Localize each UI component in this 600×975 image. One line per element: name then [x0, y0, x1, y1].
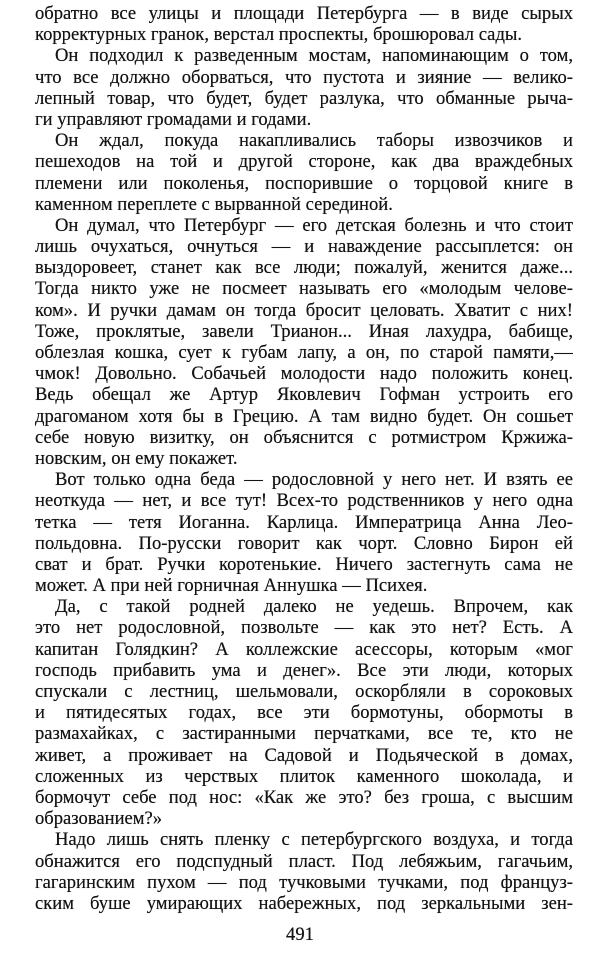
- book-page-text: [35, 3, 573, 914]
- text-line: Вот только одна беда — родословной у него нет. И взять ее: [55, 469, 573, 491]
- text-line: тетка — тетя Иоганна. Карлица. Императрица Анна Лео-: [35, 511, 573, 533]
- text-line: что все должно оборваться, что пустота и зияние — велико-: [35, 66, 573, 88]
- text-line: чмок! Довольно. Собачьей молодости надо положить конец.: [35, 363, 573, 385]
- paragraph: [35, 469, 573, 596]
- text-line: сложенных из черствых плиток каменного шоколада, и: [35, 765, 573, 787]
- text-line: господь прибавить ума и денег». Все эти люди, которых: [35, 659, 573, 681]
- text-line: себе новую визитку, он объяснится с ротмистром Кржижа-: [35, 426, 573, 448]
- text-line: обнажится его подспудный пласт. Под лебяжьим, гагачьим,: [35, 850, 573, 872]
- text-line: Он думал, что Петербург — его детская болезнь и что стоит: [55, 214, 573, 236]
- paragraph: [35, 45, 573, 130]
- text-line: ги управляют громадами и годами.: [35, 108, 312, 130]
- paragraph: [35, 215, 573, 469]
- paragraph: [35, 596, 573, 829]
- text-line: сват и брат. Ручки коротенькие. Ничего застегнуть сама не: [35, 553, 573, 575]
- text-line: пешеходов на той и другой стороне, как два враждебных: [35, 151, 573, 173]
- text-line: это нет родословной, позвольте — как это нет? Есть. А: [35, 617, 573, 639]
- text-line: размахайках, с застиранными перчатками, все те, кто не: [35, 723, 573, 745]
- text-line: каменном переплете с вырванной серединой.: [35, 193, 393, 215]
- text-line: ским буше умирающих набережных, под зеркальными зен-: [35, 892, 573, 914]
- text-line: и пятидесятых годах, все эти бормотуны, обормоты в: [35, 702, 573, 724]
- text-line: облезлая кошка, сует к губам лапу, а он, по старой памяти,—: [35, 342, 573, 363]
- text-line: лишь очухаться, очнуться — и наваждение рассыплется: он: [35, 236, 573, 258]
- text-line: может. А при ней горничная Аннушка — Психея.: [35, 575, 428, 597]
- text-line: Ведь обещал же Артур Яковлевич Гофман устроить его: [35, 384, 573, 406]
- text-line: племени или поколенья, поспорившие о торцовой книге в: [35, 172, 573, 194]
- text-line: гагаринским пухом — под тучковыми тучками, под француз-: [35, 871, 573, 893]
- text-line: Надо лишь снять пленку с петербургского воздуха, и тогда: [55, 829, 573, 851]
- text-line: образованием?»: [35, 808, 163, 830]
- page-number: 491: [286, 924, 314, 945]
- text-line: выздоровеет, станет как все люди; пожалуй, женится даже...: [35, 257, 573, 279]
- text-line: польдовна. По-русски говорит как чорт. Словно Бирон ей: [35, 532, 573, 554]
- text-line: лепный товар, что будет, будет разлука, что обманные рыча-: [35, 87, 573, 109]
- paragraph: [35, 829, 573, 914]
- text-line: обратно все улицы и площади Петербурга — в виде сырых: [35, 3, 573, 24]
- text-line: новским, он ему покажет.: [35, 447, 238, 469]
- text-line: Да, с такой родней далеко не уедешь. Впрочем, как: [55, 596, 573, 618]
- text-line: Он ждал, покуда накапливались таборы извозчиков и: [55, 130, 573, 152]
- text-line: бормочут себе под нос: «Как же это? без гроша, с высшим: [35, 786, 573, 808]
- text-line: спускали с лестниц, шельмовали, оскорбляли в сороковых: [35, 681, 573, 702]
- text-line: капитан Голядкин? А коллежские асессоры, которым «мог: [35, 638, 573, 660]
- paragraph: [35, 130, 573, 215]
- text-line: драгоманом хотя бы в Грецию. А там видно будет. Он сошьет: [35, 405, 573, 427]
- paragraph: [35, 3, 573, 45]
- text-line: неоткуда — нет, и все тут! Всех-то родственников у него одна: [35, 490, 573, 512]
- text-line: корректурных гранок, верстал проспекты, брошюровал сады.: [35, 24, 523, 46]
- text-line: Тоже, проклятые, завели Трианон... Иная лахудра, бабище,: [35, 320, 573, 342]
- text-line: Он подходил к разведенным мостам, напоминающим о том,: [55, 45, 573, 67]
- text-line: Тогда никто уже не посмеет называть его «молодым челове-: [35, 278, 573, 300]
- text-line: ком». И ручки дамам он тогда бросит целовать. Хватит с них!: [35, 299, 573, 321]
- text-line: живет, а проживает на Садовой и Подьяческой в домах,: [35, 744, 573, 766]
